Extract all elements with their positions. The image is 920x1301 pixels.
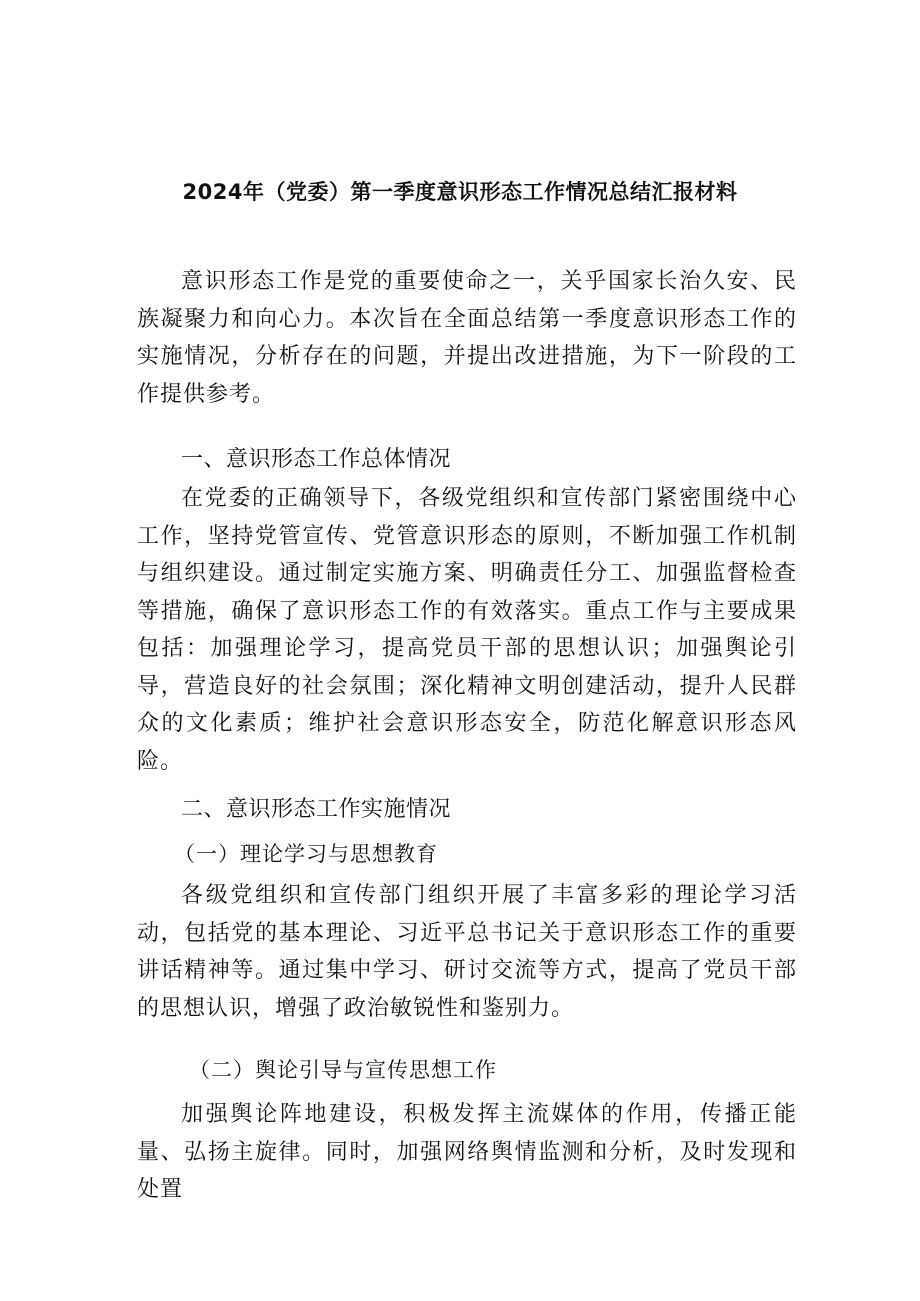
intro-paragraph: 意识形态工作是党的重要使命之一，关乎国家长治久安、民族凝聚力和向心力。本次旨在全面总结第一季度意识形态工作的实施情况，分析存在的问题，并提出改进措施，为下一阶段的工作提供参考。 [137, 269, 797, 407]
subsection-1-heading: （一）理论学习与思想教育 [174, 842, 438, 866]
subsection-2-paragraph: 加强舆论阵地建设，积极发挥主流媒体的作用，传播正能量、弘扬主旋律。同时，加强网络舆情监测和分析，及时发现和处置 [137, 1102, 797, 1202]
section-1-paragraph: 在党委的正确领导下，各级党组织和宣传部门紧密围绕中心工作，坚持党管宣传、党管意识形态的原则，不断加强工作机制与组织建设。通过制定实施方案、明确责任分工、加强监督检查等措施，确保了意识形态工作的有效落实。重点工作与主要成果包括：加强理论学习，提高党员干部的思想认识；加强舆论引导，营造良好的社会氛围；深化精神文明创建活动，提升人民群众的文化素质；维护社会意识形态安全，防范化解意识形态风险。 [137, 486, 797, 774]
section-1-heading: 一、意识形态工作总体情况 [181, 447, 452, 472]
section-2-heading: 二、意识形态工作实施情况 [181, 797, 452, 822]
subsection-2-heading: （二）舆论引导与宣传思想工作 [189, 1058, 497, 1082]
document-title: 2024年（党委）第一季度意识形态工作情况总结汇报材料 [182, 180, 738, 204]
subsection-1-paragraph: 各级党组织和宣传部门组织开展了丰富多彩的理论学习活动，包括党的基本理论、习近平总书记关于意识形态工作的重要讲话精神等。通过集中学习、研讨交流等方式，提高了党员干部的思想认识，增强了政治敏锐性和鉴别力。 [137, 883, 797, 1021]
